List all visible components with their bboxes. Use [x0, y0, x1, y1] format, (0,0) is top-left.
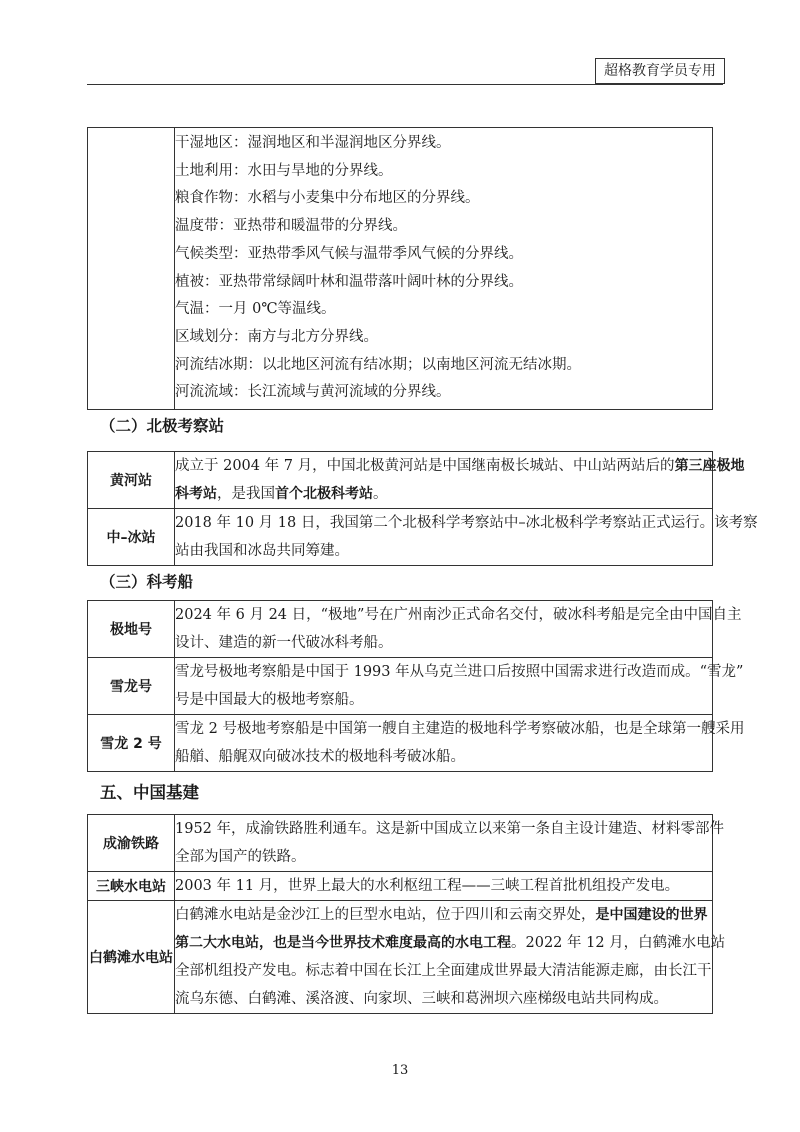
infrastructure-table [87, 814, 726, 1014]
text-line: 雪龙号极地考察船是中国于 1993 年从乌克兰进口后按照中国需求进行改造而成。“雪龙” [175, 664, 744, 680]
row-label: 三峡水电站 [88, 872, 175, 901]
text-run: ，是我国 [217, 486, 275, 502]
section-title-research-vessels: （三）科考船 [100, 573, 194, 591]
section-title-arctic-stations: （二）北极考察站 [100, 417, 225, 435]
bold-text-run: 科考站 [175, 486, 217, 502]
bold-text-run: 第二大水电站，也是当今世界技术难度最高的水电工程 [175, 935, 511, 951]
row-content [175, 658, 744, 715]
row-content [175, 901, 726, 1014]
table-row [88, 452, 713, 509]
text-line: 全部机组投产发电。标志着中国在长江上全面建成世界最大清洁能源走廊，由长江干 [175, 963, 712, 979]
bold-text-run: 是中国建设的世界 [595, 907, 708, 923]
table-row [88, 872, 713, 901]
arctic-station-table [87, 451, 758, 566]
table-row [88, 509, 713, 566]
row-label: 成渝铁路 [88, 815, 175, 872]
text-line: 雪龙 2 号极地考察船是中国第一艘自主建造的极地科学考察破冰船，也是全球第一艘采用 [175, 721, 745, 737]
text-run: 。2022 年 12 月，白鹤滩水电站 [511, 935, 726, 951]
table-row [88, 901, 713, 1014]
section-title-infrastructure: 五、中国基建 [100, 783, 199, 802]
row-label: 雪龙 2 号 [88, 715, 175, 772]
list-item: 河流结冰期：以北地区河流有结冰期；以南地区河流无结冰期。 [175, 356, 581, 373]
row-content [175, 715, 745, 772]
text-run: 白鹤滩水电站是金沙江上的巨型水电站，位于四川和云南交界处， [175, 907, 596, 923]
text-run: 。 [373, 486, 388, 502]
row-content [175, 601, 742, 658]
row-label: 极地号 [88, 601, 175, 658]
list-item: 区域划分：南方与北方分界线。 [175, 328, 378, 345]
text-run: 成立于 2004 年 7 月，中国北极黄河站是中国继南极长城站、中山站两站后的 [175, 458, 675, 474]
table-row [88, 715, 713, 772]
bold-text-run: 首个北极科考站 [275, 486, 373, 502]
list-item: 土地利用：水田与旱地的分界线。 [175, 162, 393, 179]
list-item: 温度带：亚热带和暖温带的分界线。 [175, 218, 407, 235]
row-content [175, 872, 713, 901]
text-line: 号是中国最大的极地考察船。 [175, 692, 364, 708]
empty-label-cell [88, 128, 175, 410]
list-item: 气候类型：亚热带季风气候与温带季风气候的分界线。 [175, 245, 523, 262]
text-line: 站由我国和冰岛共同筹建。 [175, 543, 349, 559]
row-content [175, 509, 758, 566]
divide-line-table [87, 127, 713, 410]
page-number: 13 [391, 1063, 409, 1078]
header-label: 超格教育学员专用 [595, 58, 725, 84]
table-row [88, 815, 713, 872]
row-label: 中–冰站 [88, 509, 175, 566]
list-item: 植被：亚热带常绿阔叶林和温带落叶阔叶林的分界线。 [175, 273, 523, 290]
list-item: 粮食作物：水稻与小麦集中分布地区的分界线。 [175, 190, 480, 207]
text-line: 船艏、船艉双向破冰技术的极地科考破冰船。 [175, 749, 465, 765]
row-content [175, 452, 745, 509]
table-row [88, 658, 713, 715]
text-line: 全部为国产的铁路。 [175, 849, 306, 865]
text-line: 1952 年，成渝铁路胜利通车。这是新中国成立以来第一条自主设计建造、材料零部件 [175, 821, 725, 837]
bold-text-run: 第三座极地 [674, 458, 745, 474]
text-line: 流乌东德、白鹤滩、溪洛渡、向家坝、三峡和葛洲坝六座梯级电站共同构成。 [175, 991, 668, 1007]
content-cell [175, 128, 713, 410]
row-label: 雪龙号 [88, 658, 175, 715]
row-content [175, 815, 725, 872]
table-row [88, 601, 713, 658]
text-line: 设计、建造的新一代破冰科考船。 [175, 635, 393, 651]
row-label: 黄河站 [88, 452, 175, 509]
text-line: 2018 年 10 月 18 日，我国第二个北极科学考察站中–冰北极科学考察站正式运行。该考察 [175, 515, 758, 531]
table-row [88, 128, 713, 410]
text-line: 2024 年 6 月 24 日，“极地”号在广州南沙正式命名交付，破冰科考船是完全由中国自主 [175, 607, 742, 623]
list-item: 河流流域：长江流域与黄河流域的分界线。 [175, 384, 451, 401]
header-divider [87, 84, 723, 85]
text-line: 2003 年 11 月，世界上最大的水利枢纽工程——三峡工程首批机组投产发电。 [175, 878, 680, 894]
list-item: 气温：一月 0℃等温线。 [175, 301, 336, 318]
row-label: 白鹤滩水电站 [88, 901, 175, 1014]
research-vessel-table [87, 600, 745, 772]
list-item: 干湿地区：湿润地区和半湿润地区分界线。 [175, 135, 451, 151]
